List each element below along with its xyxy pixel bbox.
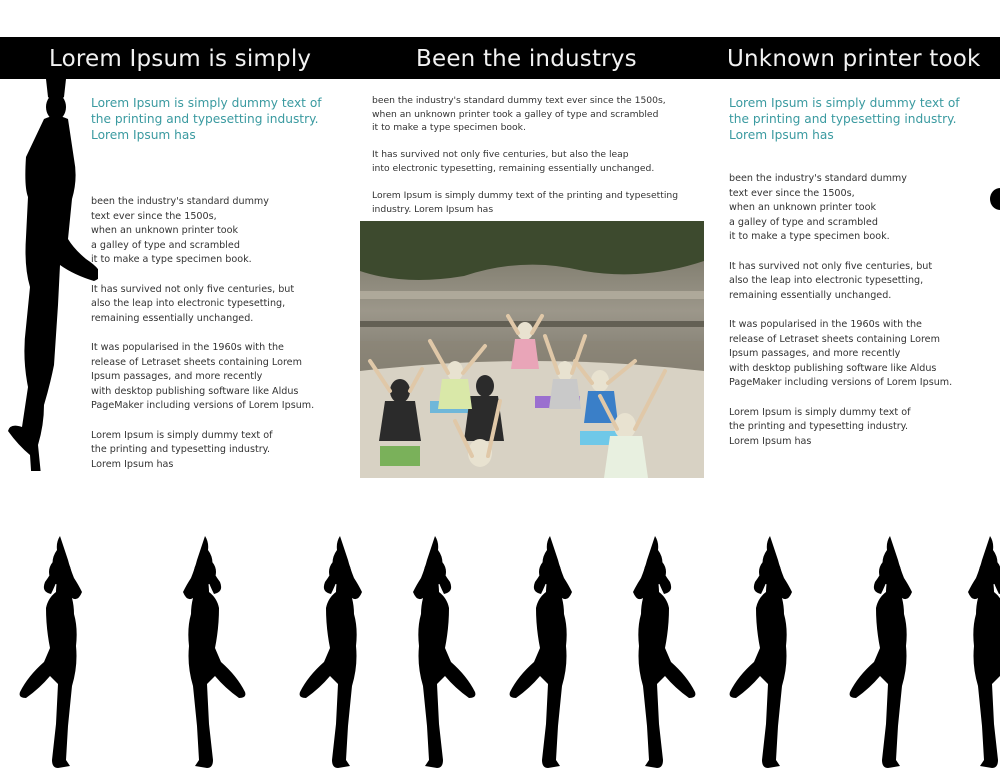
yoga-tree-pose-icon <box>413 536 475 768</box>
header-bar <box>0 37 1000 79</box>
right-paragraph-3: It was popularised in the 1960s with the release of Letraset sheets containing Lorem Ipsum passages, and more recently with desktop publishing software like Aldus PageMaker including versions of Lorem Ipsum. <box>729 318 953 389</box>
header-title-3: Unknown printer took <box>727 46 981 72</box>
yoga-tree-pose-icon <box>633 536 695 768</box>
left-paragraph-3: It was popularised in the 1960s with the release of Letraset sheets containing Lorem Ipsum passages, and more recently with desktop publishing software like Aldus PageMaker including versions of Lorem Ipsum. <box>91 341 315 412</box>
left-intro: Lorem Ipsum is simply dummy text of the printing and typesetting industry. Lorem Ipsum has <box>91 96 322 142</box>
left-column <box>91 95 351 487</box>
right-intro: Lorem Ipsum is simply dummy text of the printing and typesetting industry. Lorem Ipsum has <box>729 96 960 142</box>
yoga-tree-pose-icon <box>20 536 82 768</box>
yoga-tree-pose-icon <box>183 536 245 768</box>
middle-paragraph-1: been the industry's standard dummy text ever since the 1500s, when an unknown printer took a galley of type and scrambled it to make a type specimen book. <box>372 95 666 134</box>
left-paragraph-4: Lorem Ipsum is simply dummy text of the printing and typesetting industry. Lorem Ipsum has <box>91 429 273 470</box>
right-paragraph-2: It has survived not only five centuries, but also the leap into electronic typesetting, remaining essentially unchanged. <box>729 260 933 301</box>
right-column <box>729 95 991 464</box>
header-title-2: Been the industrys <box>416 46 637 72</box>
yoga-tree-pose-icon <box>730 536 792 768</box>
header-title-1: Lorem Ipsum is simply <box>49 46 312 72</box>
right-paragraph-4: Lorem Ipsum is simply dummy text of the printing and typesetting industry. Lorem Ipsum has <box>729 406 911 447</box>
yoga-tree-pose-icon <box>300 536 362 768</box>
middle-paragraph-2: It has survived not only five centuries, but also the leap into electronic typesetting, remaining essentially unchanged. <box>372 149 655 174</box>
yoga-silhouette-row <box>0 528 1000 768</box>
left-paragraph-2: It has survived not only five centuries, but also the leap into electronic typesetting, remaining essentially unchanged. <box>91 283 295 324</box>
right-paragraph-1: been the industry's standard dummy text ever since the 1500s, when an unknown printer took a galley of type and scrambled it to make a type specimen book. <box>729 173 907 243</box>
yoga-tree-pose-icon <box>510 536 572 768</box>
yoga-silhouette-left-icon <box>8 79 98 471</box>
yoga-group-photo <box>360 221 704 478</box>
yoga-tree-pose-icon <box>850 536 912 768</box>
middle-paragraph-3: Lorem Ipsum is simply dummy text of the printing and typesetting industry. Lorem Ipsum has <box>372 190 679 215</box>
middle-column <box>372 94 702 216</box>
left-paragraph-1: been the industry's standard dummy text ever since the 1500s, when an unknown printer took a galley of type and scrambled it to make a type specimen book. <box>91 196 269 266</box>
yoga-tree-pose-icon <box>968 536 1000 768</box>
